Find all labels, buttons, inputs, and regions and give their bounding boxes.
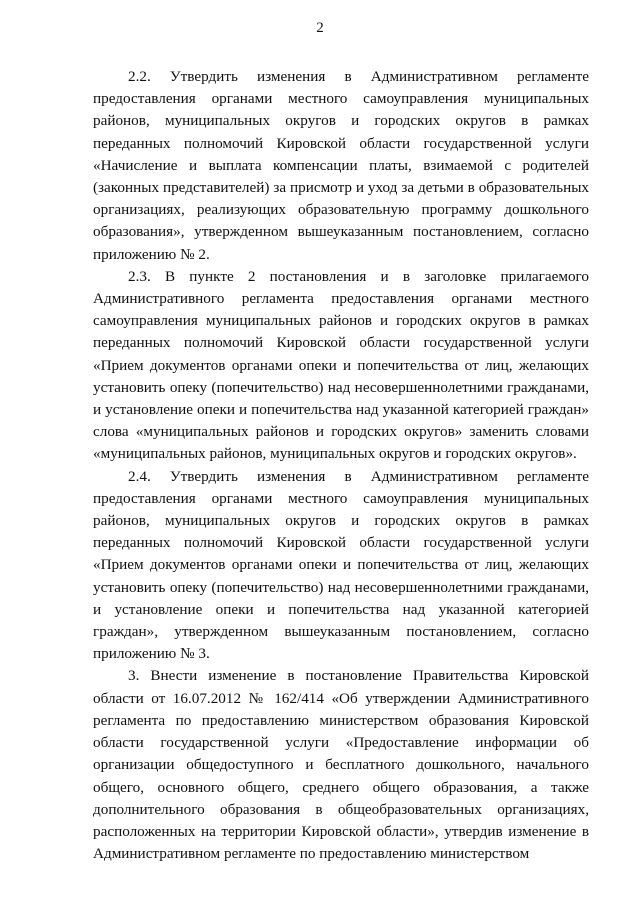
paragraph-2-4: 2.4. Утвердить изменения в Административном регламенте предоставления органами местного самоуправления муниципальных районов, муниципальных округов и городских округов в рамках переданных полномочий Кировской области государственной услуги «Прием документов органами опеки и попечительства от лиц, желающих установить опеку (попечительство) над несовершеннолетними гражданами, и установление опеки и попечительства над указанной категорией граждан», утвержденном вышеуказанным постановлением, согласно приложению № 3. bbox=[93, 467, 589, 663]
paragraph-2-2: 2.2. Утвердить изменения в Административном регламенте предоставления органами местного самоуправления муниципальных районов, муниципальных округов и городских округов в рамках переданных полномочий Кировской области государственной услуги «Начисление и выплата компенсации платы, взимаемой с родителей (законных представителей) за присмотр и уход за детьми в образовательных организациях, реализующих образовательную программу дошкольного образования», утвержденном вышеуказанным постановлением, согласно приложению № 2. bbox=[93, 68, 589, 263]
page-number: 2 bbox=[316, 20, 324, 36]
paragraph-3: 3. Внести изменение в постановление Правительства Кировской области от 16.07.2012 № 162/414 «Об утверждении Административного регламента по предоставлению министерством образования Кировской области государственной услуги «Предоставление информации об организации общедоступного и бесплатного дошкольного, начального общего, основного общего, среднего общего образования, а также дополнительного образования в общеобразовательных организациях, расположенных на территории Кировской области», утвердив изменение в Административном регламенте по предоставлению министерством bbox=[93, 667, 589, 863]
paragraph-2-3: 2.3. В пункте 2 постановления и в заголовке прилагаемого Административного регламента предоставления органами местного самоуправления муниципальных районов и городских округов в рамках переданных полномочий Кировской области государственной услуги «Прием документов органами опеки и попечительства от лиц, желающих установить опеку (попечительство) над несовершеннолетними гражданами, и установление опеки и попечительства над указанной категорией граждан» слова «муниципальных районов и городских округов» заменить словами «муниципальных районов, муниципальных округов и городских округов». bbox=[93, 267, 589, 463]
document-body bbox=[93, 66, 589, 865]
